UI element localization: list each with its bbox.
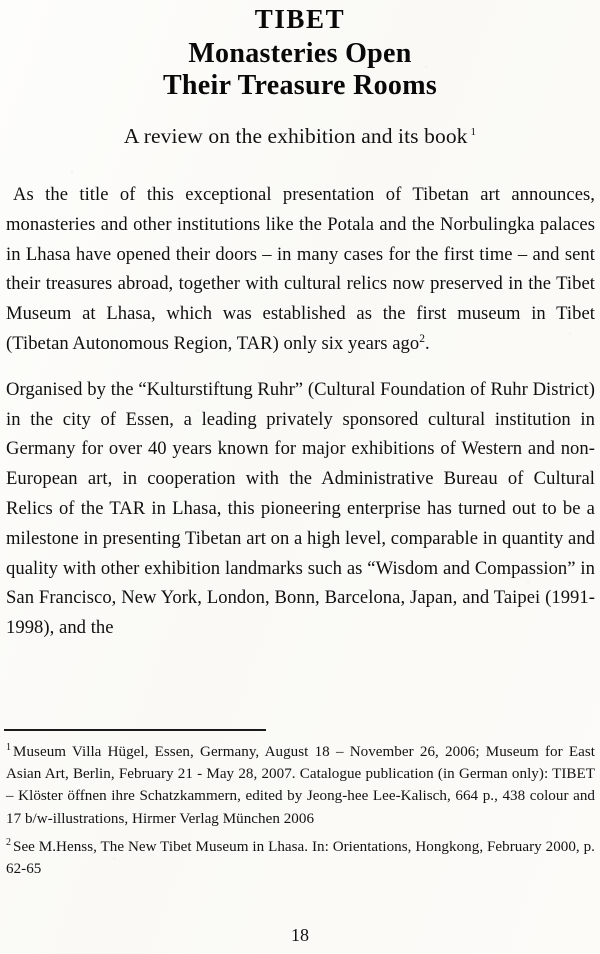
footnote-1-text: Museum Villa Hügel, Essen, Germany, August 18 – November 26, 2006; Museum for East Asian Art, Berlin, February 21 - May 28, 2007. Catalogue publication (in German only): TIBET – Klöster öffnen ihre Schatzkammern, edited by Jeong-hee Lee-Kalisch, 664 p., 438 colour and 17 b/w-illustrations, Hirmer Verlag München 2006 — [6, 744, 595, 827]
page-title-line-2: Monasteries Open — [188, 38, 412, 69]
footnote-2-marker: 2 — [6, 836, 12, 848]
subtitle-footnote-marker: 1 — [470, 125, 477, 138]
footnote-2-text: See M.Henss, The New Tibet Museum in Lhasa. In: Orientations, Hongkong, February 2000, p. 62-65 — [6, 838, 595, 878]
title-block — [0, 0, 600, 149]
body-paragraph-1-text: As the title of this exceptional presentation of Tibetan art announces, monasteries and other institutions like the Potala and the Norbulingka palaces in Lhasa have opened their doors – in many cases for the first time – and sent their treasures abroad, together with cultural relics now preserved in the Tibet Museum at Lhasa, which was established as the first museum in Tibet (Tibetan Autonomous Region, TAR) only six years ago — [6, 184, 595, 354]
footnote-1-marker: 1 — [6, 741, 12, 753]
page-number: 18 — [291, 925, 309, 945]
body-paragraph-1 — [6, 180, 595, 359]
body-paragraph-1-text-tail: . — [425, 332, 430, 354]
footnote-2 — [6, 836, 595, 880]
body-paragraph-1-footnote-marker: 2 — [419, 332, 426, 345]
page-title-main: TIBET — [254, 4, 346, 34]
body-text — [6, 180, 595, 659]
footnotes-block — [6, 741, 595, 880]
footnote-separator-rule — [4, 729, 266, 731]
page-subtitle-text: A review on the exhibition and its book — [123, 124, 468, 148]
body-paragraph-2: Organised by the “Kulturstiftung Ruhr” (Cultural Foundation of Ruhr District) in the city of Essen, a leading privately sponsored cultural institution in Germany for over 40 years known for major exhibitions of Western and non-European art, in cooperation with the Administrative Bureau of Cultural Relics of the TAR in Lhasa, this pioneering enterprise has turned out to be a milestone in presenting Tibetan art on a high level, comparable in quantity and quality with other exhibition landmarks such as “Wisdom and Compassion” in San Francisco, New York, London, Bonn, Barcelona, Japan, and Taipei (1991-1998), and the — [6, 378, 596, 639]
page-subtitle — [0, 101, 600, 149]
footnote-1 — [6, 741, 595, 830]
page-title-line-3: Their Treasure Rooms — [162, 70, 438, 101]
